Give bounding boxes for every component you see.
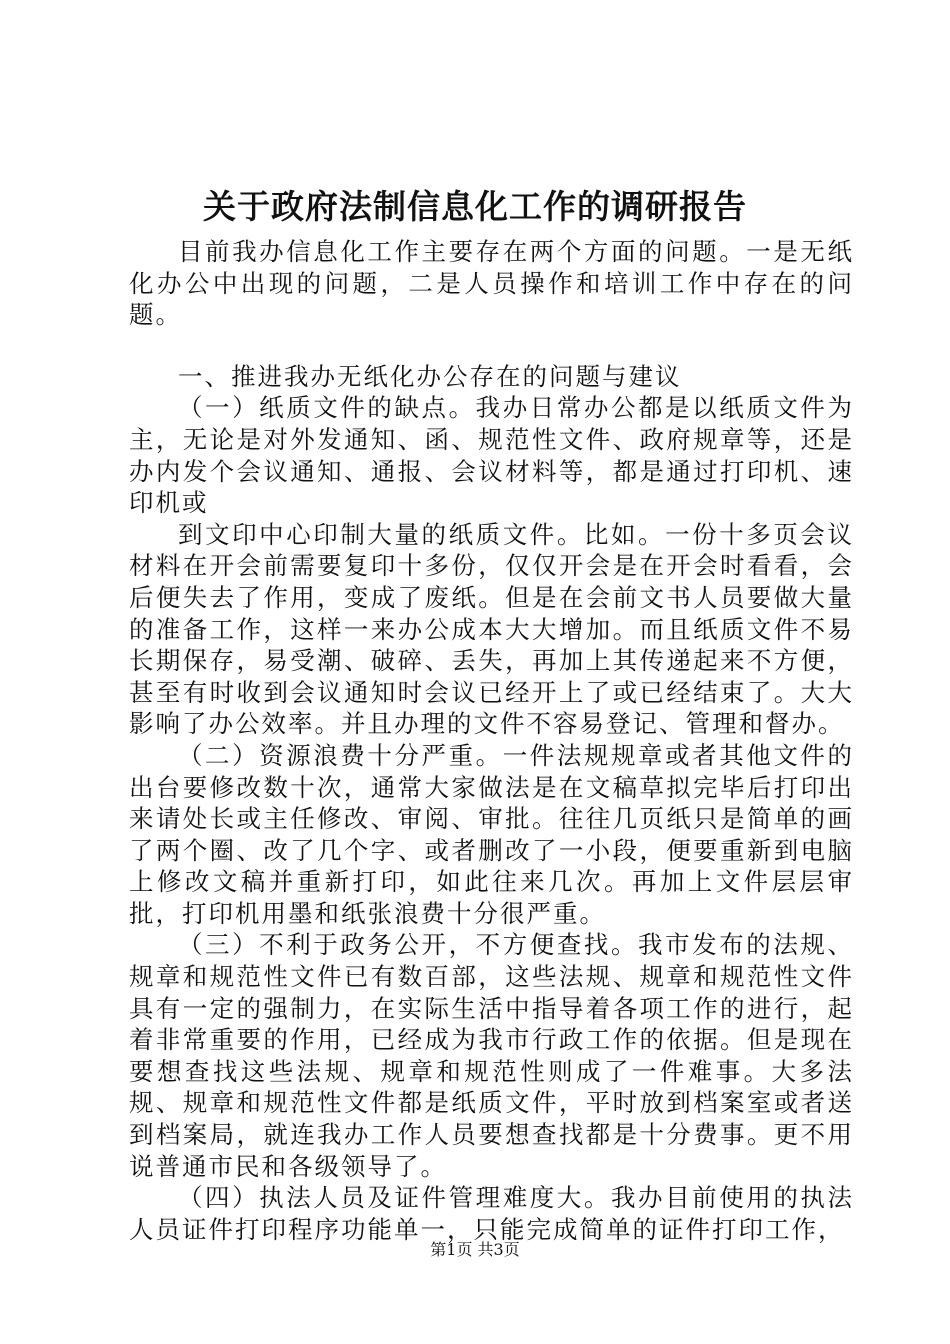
document-body <box>129 236 854 1245</box>
paragraph-intro: 目前我办信息化工作主要存在两个方面的问题。一是无纸化办公中出现的问题，二是人员操作和培训工作中存在的问题。 <box>129 237 854 330</box>
paragraph-item-2: （二）资源浪费十分严重。一件法规规章或者其他文件的出台要修改数十次，通常大家做法是在文稿草拟完毕后打印出来请处长或主任修改、审阅、审批。往往几页纸只是简单的画了两个圈、改了几个字、或者删改了一小段，便要重新到电脑上修改文稿并重新打印，如此往来几次。再加上文件层层审批，打印机用墨和纸张浪费十分很严重。 <box>129 740 854 928</box>
paragraph-spacer <box>129 331 854 361</box>
page-number-footer: 第1页 共3页 <box>430 1240 520 1259</box>
paragraph-item-1-continued: 到文印中心印制大量的纸质文件。比如。一份十多页会议材料在开会前需要复印十多份，仅仅开会是在开会时看看，会后便失去了作用，变成了废纸。但是在会前文书人员要做大量的准备工作，这样一来办公成本大大增加。而且纸质文件不易长期保存，易受潮、破碎、丢失，再加上其传递起来不方便，甚至有时收到会议通知时会议已经开上了或已经结束了。大大影响了办公效率。并且办理的文件不容易登记、管理和督办。 <box>129 519 854 739</box>
paragraph-item-1: （一）纸质文件的缺点。我办日常办公都是以纸质文件为主，无论是对外发通知、函、规范性文件、政府规章等，还是办内发个会议通知、通报、会议材料等，都是通过打印机、速印机或 <box>129 393 854 518</box>
document-title: 关于政府法制信息化工作的调研报告 <box>203 187 747 226</box>
section-heading-1: 一、推进我办无纸化办公存在的问题与建议 <box>178 361 682 391</box>
paragraph-item-4: （四）执法人员及证件管理难度大。我办目前使用的执法人员证件打印程序功能单一，只能完成简单的证件打印工作， <box>129 1183 854 1244</box>
paragraph-item-3: （三）不利于政务公开，不方便查找。我市发布的法规、规章和规范性文件已有数百部，这些法规、规章和规范性文件具有一定的强制力，在实际生活中指导着各项工作的进行，起着非常重要的作用，已经成为我市行政工作的依据。但是现在要想查找这些法规、规章和规范性则成了一件难事。大多法规、规章和规范性文件都是纸质文件，平时放到档案室或者送到档案局，就连我办工作人员要想查找都是十分费事。更不用说普通市民和各级领导了。 <box>129 930 854 1181</box>
